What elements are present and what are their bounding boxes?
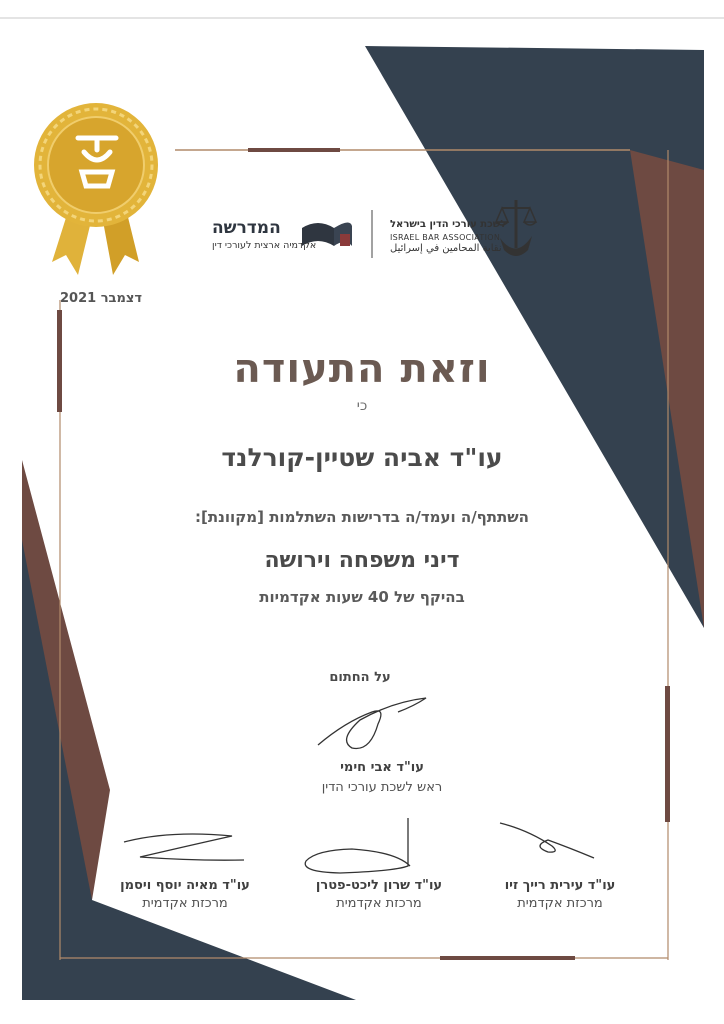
signature-sharon-licht-petran: [305, 818, 410, 873]
signature-avi-himi: [318, 698, 426, 749]
signatory-name: עו"ד שרון ליכט-פטרן: [315, 878, 443, 893]
signatory-name: עו"ד עירית רייך זיו: [504, 878, 616, 893]
bar-association-arabic: نقابة المحامين في إسرائيل: [390, 243, 502, 254]
participation-statement: השתתף/ה ועמד/ה בדרישות השתלמות [מקוונת]:: [195, 508, 529, 526]
signature-irit-reich-ziv: [500, 823, 594, 858]
signatory-role: מרכזת אקדמית: [517, 896, 603, 911]
bar-association-hebrew: לשכת עורכי הדין בישראל: [390, 219, 507, 230]
accent-bar-right: [665, 686, 670, 822]
signed-heading: על החתום: [329, 670, 391, 685]
recipient-name: עו"ד אביה שטיין-קורלנד: [221, 443, 503, 472]
bar-association-english: ISRAEL BAR ASSOCIATION: [390, 233, 501, 242]
accent-bar-bottom: [440, 956, 575, 960]
signatory-role: ראש לשכת עורכי הדין: [321, 780, 443, 795]
signatory-role: מרכזת אקדמית: [142, 896, 228, 911]
certificate-title: וזאת התעודה: [233, 346, 491, 392]
seal-center: [48, 117, 144, 213]
certificate-date: דצמבר 2021: [60, 291, 143, 306]
hamidrasha-name: המדרשה: [212, 218, 281, 238]
top-right-slate-shape: [365, 46, 704, 628]
signatory-name: עו"ד מאיה יוסף ויסמן: [120, 878, 250, 893]
signature-maya-yosef-vaisman: [124, 834, 244, 860]
accent-bar-top: [248, 148, 340, 152]
signatory-role: מרכזת אקדמית: [336, 896, 422, 911]
signatory-name: עו"ד אבי חימי: [340, 760, 424, 775]
course-name: דיני משפחה וירושה: [264, 548, 460, 573]
certificate-ki: כי: [356, 398, 368, 414]
course-scope: בהיקף של 40 שעות אקדמיות: [259, 588, 465, 606]
hamidrasha-subtitle: אקדמיה ארצית לעורכי דין: [212, 240, 317, 251]
